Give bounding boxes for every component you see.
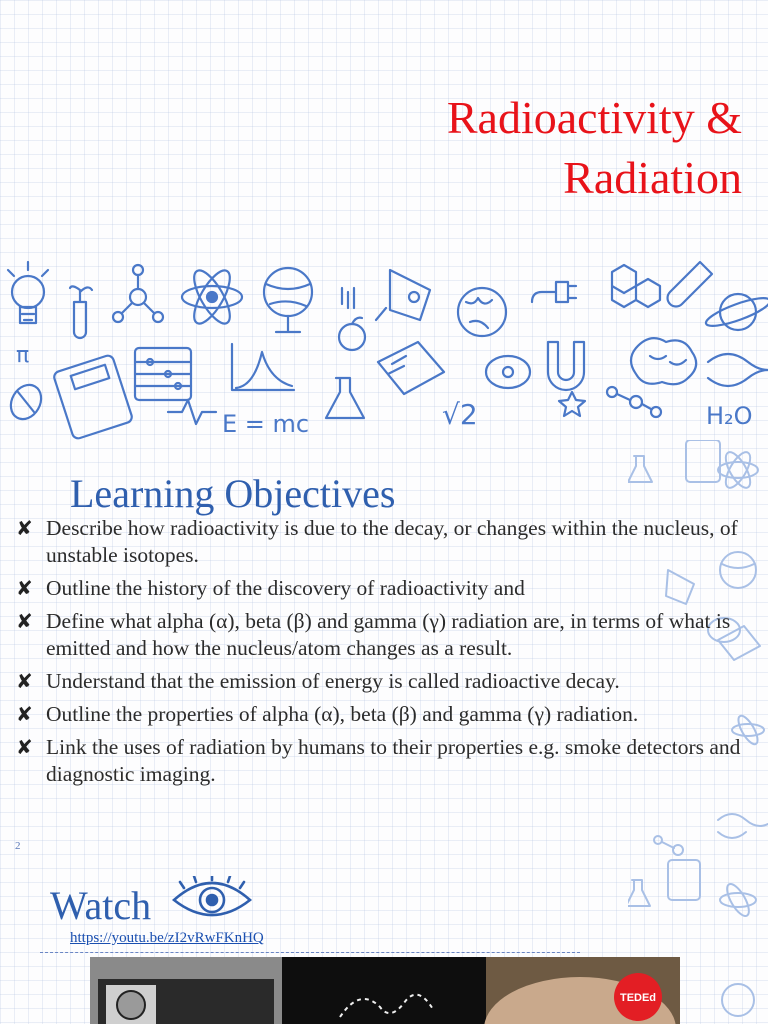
- objective-text: Outline the history of the discovery of radioactivity and: [46, 576, 525, 600]
- molecule-chain-icon: [654, 836, 683, 855]
- planet-icon: [703, 293, 768, 331]
- cross-bullet-icon: ✘: [16, 735, 33, 759]
- plant-tube-icon: [70, 286, 92, 338]
- molecule-chain-icon: [607, 387, 661, 417]
- objective-item: [16, 575, 761, 602]
- watch-heading: Watch: [50, 883, 152, 928]
- cross-bullet-icon: ✘: [16, 516, 33, 540]
- cell-icon: [486, 356, 530, 388]
- video-thumbnail-2[interactable]: [282, 957, 486, 1024]
- flask-icon: [628, 880, 650, 906]
- title-line-1: Radioactivity &: [446, 92, 742, 143]
- calculator-icon: [53, 354, 134, 440]
- calculator-icon: [668, 860, 700, 900]
- pills-icon: [5, 379, 47, 424]
- hexagon-molecule-icon: [612, 265, 660, 307]
- pi-text: π: [16, 343, 30, 368]
- water-formula-text: H₂O: [706, 402, 753, 430]
- atom-icon: [718, 449, 758, 492]
- flask-icon: [628, 456, 652, 482]
- objective-item: [16, 734, 761, 788]
- slide-title: [447, 88, 742, 208]
- science-doodle-banner: [0, 252, 768, 442]
- dna-icon: [718, 814, 768, 838]
- cross-bullet-icon: ✘: [16, 576, 33, 600]
- abacus-icon: [135, 348, 191, 400]
- cross-bullet-icon: ✘: [16, 609, 33, 633]
- page-number: 2: [15, 840, 21, 852]
- atom-icon: [720, 881, 756, 919]
- heartbeat-line-icon: [168, 400, 216, 424]
- cross-bullet-icon: ✘: [16, 702, 33, 726]
- objective-text: Link the uses of radiation by humans to their properties e.g. smoke detectors and diagnostic imaging.: [46, 735, 741, 786]
- formula-text: E = mc: [222, 410, 310, 438]
- dashed-divider: [40, 952, 580, 953]
- objective-item: [16, 701, 761, 728]
- test-tube-icon: [668, 262, 712, 306]
- objective-item: [16, 608, 761, 662]
- objective-item: [16, 515, 761, 569]
- star-icon: [559, 392, 585, 416]
- globe-icon: [264, 268, 312, 332]
- molecule-icon: [113, 265, 163, 322]
- video-link[interactable]: https://youtu.be/zI2vRwFKnHQ: [70, 930, 264, 946]
- book-icon: [378, 342, 444, 394]
- title-line-2: Radiation: [563, 152, 742, 203]
- falling-apple-icon: [339, 288, 365, 350]
- brain-icon: [631, 338, 696, 384]
- calculator-icon: [686, 440, 720, 482]
- objective-text: Define what alpha (α), beta (β) and gamma (γ) radiation are, in terms of what is emitted and how the nucleus/atom changes as a result.: [46, 609, 731, 660]
- earth-icon: [458, 288, 506, 336]
- learning-objectives-heading: Learning Objectives: [70, 471, 396, 516]
- tedx-badge-label: TEDEd: [619, 992, 657, 1004]
- objective-item: [16, 668, 761, 695]
- eye-icon: [170, 876, 254, 922]
- rocket-icon: [376, 270, 430, 320]
- globe-icon: [722, 984, 754, 1016]
- dna-icon: [708, 354, 768, 386]
- objective-text: Describe how radioactivity is due to the decay, or changes within the nucleus, of unstable isotopes.: [46, 516, 738, 567]
- cross-bullet-icon: ✘: [16, 669, 33, 693]
- lightbulb-icon: [8, 262, 48, 323]
- objective-text: Understand that the emission of energy is called radioactive decay.: [46, 669, 620, 693]
- magnet-icon: [548, 342, 584, 390]
- objective-text: Outline the properties of alpha (α), beta (β) and gamma (γ) radiation.: [46, 702, 639, 726]
- atom-icon: [182, 266, 242, 329]
- flask-icon: [326, 378, 364, 418]
- plug-icon: [532, 282, 576, 302]
- sqrt-text: √2: [442, 398, 478, 431]
- bell-curve-graph-icon: [232, 344, 294, 390]
- video-thumbnail-strip[interactable]: [90, 957, 680, 1024]
- objectives-list: [16, 515, 761, 794]
